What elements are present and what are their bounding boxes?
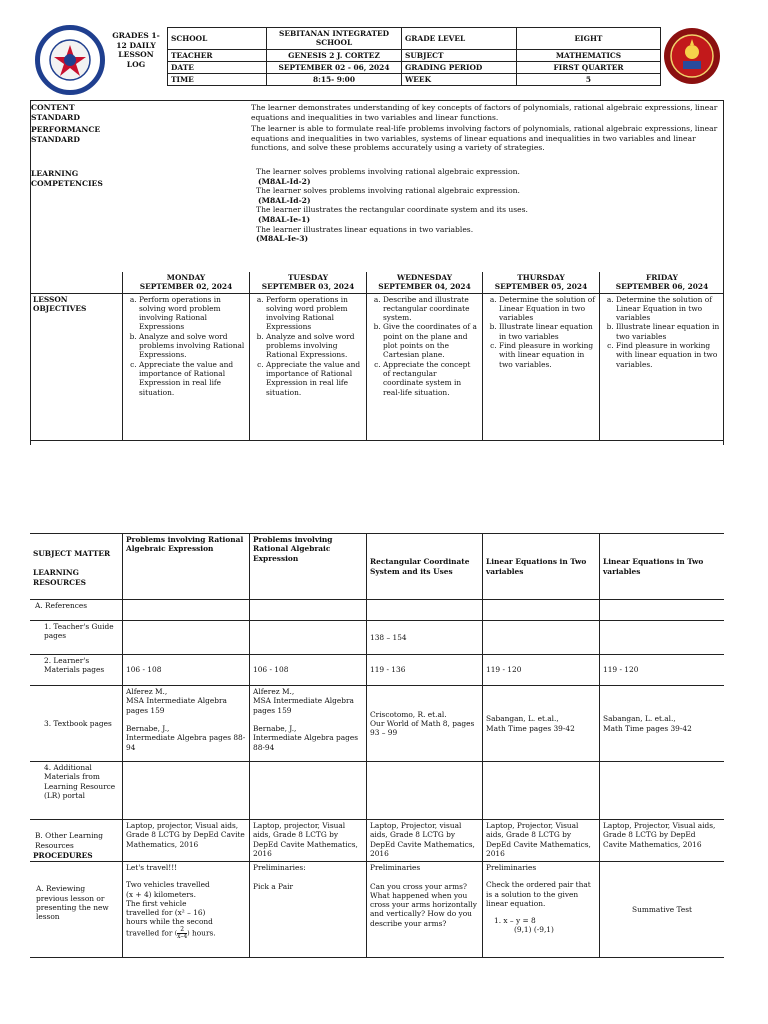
day-header-friday <box>600 272 725 293</box>
procedure-monday <box>123 862 250 958</box>
am-cell <box>123 762 250 820</box>
reviewing-label: A. Reviewing previous lesson or presenting the new lesson <box>36 884 109 922</box>
grading-period-label: GRADING PERIOD <box>402 61 517 73</box>
procedure-line: Let's travel!!! <box>126 863 178 872</box>
grade-level-label: GRADE LEVEL <box>402 28 517 50</box>
header-table <box>167 27 661 86</box>
lm-wednesday: 119 - 136 <box>367 655 483 686</box>
competency-text: The learner illustrates the rectangular coordinate system and its uses. <box>256 205 528 215</box>
objective-item: c. Appreciate the concept of rectangular coordinate system in real-life situation. <box>383 360 479 397</box>
school-label: SCHOOL <box>168 28 267 50</box>
date-label: DATE <box>168 61 267 73</box>
procedure-line: 1. x – y = 8 <box>494 916 536 926</box>
performance-standard-label: PERFORMANCE STANDARD <box>31 125 101 144</box>
am-cell <box>600 762 725 820</box>
references-cell <box>600 600 725 621</box>
additional-materials-label: 4. Additional Materials from Learning Resource (LR) portal <box>30 762 123 820</box>
procedure-line: hours while the second <box>126 917 213 927</box>
week-value: 5 <box>517 74 661 86</box>
dll-title: GRADES 1- 12 DAILY LESSON LOG <box>112 31 160 69</box>
procedure-line <box>126 927 246 940</box>
competency-text: The learner illustrates linear equations in two variables. <box>256 224 474 234</box>
procedure-text: hours. <box>191 928 216 938</box>
subject-matter-label-cell <box>30 534 123 600</box>
tb-wednesday: Criscotomo, R. et.al. Our World of Math 8, pages 93 – 99 <box>367 686 483 762</box>
objectives-wednesday <box>367 293 483 440</box>
other-learning-resources-label: B. Other Learning Resources <box>30 820 123 862</box>
am-cell <box>367 762 483 820</box>
tg-thursday <box>483 621 600 655</box>
content-standard-label: CONTENT STANDARD <box>31 103 80 122</box>
references-cell <box>367 600 483 621</box>
tb-thursday: Sabangan, L. et.al., Math Time pages 39-42 <box>483 686 600 762</box>
subject-wednesday: Rectangular Coordinate System and its Uses <box>367 534 483 600</box>
am-cell <box>483 762 600 820</box>
objective-item: a. Describe and illustrate rectangular coordinate system. <box>383 295 479 323</box>
competency-text: The learner solves problems involving rational algebraic expression. <box>256 167 520 176</box>
teacher-value: GENESIS 2 J. CORTEZ <box>267 49 402 61</box>
references-cell <box>483 600 600 621</box>
lm-tuesday: 106 - 108 <box>250 655 367 686</box>
tg-friday <box>600 621 725 655</box>
fraction-denominator: x–4 <box>177 932 188 940</box>
textbook-label: 3. Textbook pages <box>30 686 123 762</box>
objectives-monday <box>123 293 250 440</box>
objectives-friday <box>600 293 725 440</box>
week-label: WEEK <box>402 74 517 86</box>
subject-value: MATHEMATICS <box>517 49 661 61</box>
procedure-thursday <box>483 862 600 958</box>
references-cell <box>250 600 367 621</box>
objective-item: a. Determine the solution of Linear Equation in two variables <box>499 295 596 323</box>
olr-tuesday: Laptop, projector, Visual aids, Grade 8 LCTG by DepEd Cavite Mathematics, 2016 <box>250 820 367 862</box>
subject-friday: Linear Equations in Two variables <box>600 534 725 600</box>
olr-friday: Laptop, Projector, Visual aids, Grade 8 LCTG by DepEd Cavite Mathematics, 2016 <box>600 820 725 862</box>
day-name: WEDNESDAY <box>396 273 453 282</box>
competency-code: (M8AL-Id-2) <box>258 176 311 186</box>
performance-standard-text: The learner is able to formulate real-life problems involving factors of polynomials, rational algebraic expressions, linear equations and inequalities in two variables, systems of linear equations and inequalities in two variables and linear functions, and solve these problems accurately using a variety of strategies. <box>251 124 718 153</box>
tb-monday: Alferez M., MSA Intermediate Algebra pages 159 Bernabe, J., Intermediate Algebra pages 88-94 <box>123 686 250 762</box>
competency-item <box>256 167 716 244</box>
fraction: ( $\frac{2}{x-4}$ ) <box>174 925 190 940</box>
lm-thursday: 119 - 120 <box>483 655 600 686</box>
time-value: 8:15- 9:00 <box>267 74 402 86</box>
day-header-thursday <box>483 272 600 293</box>
objectives-tuesday <box>250 293 367 440</box>
school-seal-logo <box>663 27 721 85</box>
competency-code: (M8AL-Ie-3) <box>256 234 309 244</box>
objective-item: b. Give the coordinates of a point on the plane and plot points on the Cartesian plane. <box>383 322 479 359</box>
procedures-label-cell <box>30 851 123 958</box>
day-name: FRIDAY <box>646 273 678 282</box>
day-header-monday <box>123 272 250 293</box>
tb-friday: Sabangan, L. et.al., Math Time pages 39-42 <box>600 686 725 762</box>
day-date: SEPTEMBER 04, 2024 <box>378 282 471 292</box>
olr-wednesday: Laptop, Projector, visual aids, Grade 8 LCTG by DepEd Cavite Mathematics, 2016 <box>367 820 483 862</box>
objective-item: a. Perform operations in solving word problem involving Rational Expressions <box>266 295 363 332</box>
references-cell <box>123 600 250 621</box>
day-date: SEPTEMBER 03, 2024 <box>261 282 355 292</box>
objective-item: b. Illustrate linear equation in two variables <box>499 322 596 341</box>
objective-item: c. Find pleasure in working with linear equation in two variables. <box>616 341 721 369</box>
references-label: A. References <box>30 600 123 621</box>
deped-seal-graphic <box>37 27 103 93</box>
lm-friday: 119 - 120 <box>600 655 725 686</box>
am-cell <box>250 762 367 820</box>
tg-wednesday: 138 – 154 <box>367 621 483 655</box>
procedure-line: Two vehicles travelled <box>126 880 210 890</box>
procedure-line: Preliminaries <box>486 863 537 872</box>
procedure-line: The first vehicle <box>126 898 187 908</box>
fraction-numerator: 2 <box>177 927 187 934</box>
teacher-label: TEACHER <box>168 49 267 61</box>
grading-period-value: FIRST QUARTER <box>517 61 661 73</box>
procedure-line: travelled for (x² – 16) <box>126 908 206 918</box>
competency-text: The learner solves problems involving rational algebraic expression. <box>256 186 520 196</box>
learners-materials-label: 2. Learner's Materials pages <box>30 655 123 686</box>
subject-label: SUBJECT <box>402 49 517 61</box>
time-label: TIME <box>168 74 267 86</box>
date-value: SEPTEMBER 02 - 06, 2024 <box>267 61 402 73</box>
objectives-thursday <box>483 293 600 440</box>
tg-tuesday <box>250 621 367 655</box>
tb-tuesday: Alferez M., MSA Intermediate Algebra pages 159 Bernabe, J., Intermediate Algebra pages 88-94 <box>250 686 367 762</box>
objective-item: c. Find pleasure in working with linear equation in two variables. <box>499 341 596 369</box>
learning-competencies-label: LEARNING COMPETENCIES <box>31 169 103 188</box>
day-date: SEPTEMBER 02, 2024 <box>139 282 233 292</box>
subject-monday: Problems involving Rational Algebraic Expression <box>123 534 250 600</box>
procedure-friday: Summative Test <box>600 862 725 958</box>
olr-monday: Laptop, projector, Visual aids, Grade 8 LCTG by DepEd Cavite Mathematics, 2016 <box>123 820 250 862</box>
day-name: MONDAY <box>166 273 206 282</box>
objective-item: b. Analyze and solve word problems involving Rational Expressions. <box>139 332 246 360</box>
objective-item: a. Perform operations in solving word problem involving Rational Expressions <box>139 295 246 332</box>
grade-level-value: EIGHT <box>517 28 661 50</box>
day-date: SEPTEMBER 05, 2024 <box>494 282 588 292</box>
day-name: THURSDAY <box>517 273 565 282</box>
learning-resources-label: LEARNING RESOURCES <box>33 568 86 587</box>
lm-monday: 106 - 108 <box>123 655 250 686</box>
day-header-wednesday <box>367 272 483 293</box>
competency-code: (M8AL-Id-2) <box>258 195 311 205</box>
day-header-tuesday <box>250 272 367 293</box>
objectives-table <box>30 272 724 441</box>
olr-thursday: Laptop, Projector, Visual aids, Grade 8 LCTG by DepEd Cavite Mathematics, 2016 <box>483 820 600 862</box>
procedure-line: (9,1) (-9,1) <box>514 925 554 935</box>
day-date: SEPTEMBER 06, 2024 <box>615 282 709 292</box>
divider <box>30 100 724 101</box>
day-name: TUESDAY <box>288 273 328 282</box>
procedure-tuesday: Preliminaries: Pick a Pair <box>250 862 367 958</box>
procedure-line: (x + 4) kilometers. <box>126 889 196 899</box>
teachers-guide-label: 1. Teacher's Guide pages <box>30 621 123 655</box>
objective-item: b. Analyze and solve word problems involving Rational Expressions. <box>266 332 363 360</box>
objective-item: c. Appreciate the value and importance of Rational Expression in real life situation. <box>266 360 363 397</box>
competency-code: (M8AL-Ie-1) <box>258 214 311 224</box>
subject-tuesday: Problems involving Rational Algebraic Expression <box>250 534 367 600</box>
school-seal-graphic <box>663 27 721 85</box>
lesson-objectives-label: LESSON OBJECTIVES <box>30 293 123 440</box>
subject-matter-label: SUBJECT MATTER <box>33 549 111 558</box>
tg-monday <box>123 621 250 655</box>
content-standard-text: The learner demonstrates understanding of key concepts of factors of polynomials, rational algebraic expressions, linear equations and inequalities in two variables and linear functions. <box>251 103 718 122</box>
procedure-wednesday: Preliminaries Can you cross your arms? What happened when you cross your arms horizontally and vertically? How do you describe your arms? <box>367 862 483 958</box>
school-value: SEBITANAN INTEGRATED SCHOOL <box>267 28 402 50</box>
objective-item: a. Determine the solution of Linear Equation in two variables <box>616 295 721 323</box>
objective-item: b. Illustrate linear equation in two variables <box>616 322 721 341</box>
procedure-text: travelled for <box>126 928 173 938</box>
subject-thursday: Linear Equations in Two variables <box>483 534 600 600</box>
procedures-label: PROCEDURES <box>33 851 93 860</box>
procedure-line: Check the ordered pair that is a solution to the given linear equation. <box>486 880 591 908</box>
procedures-table <box>30 533 724 958</box>
deped-seal-logo <box>35 25 105 95</box>
objective-item: c. Appreciate the value and importance of Rational Expression in real life situation. <box>139 360 246 397</box>
